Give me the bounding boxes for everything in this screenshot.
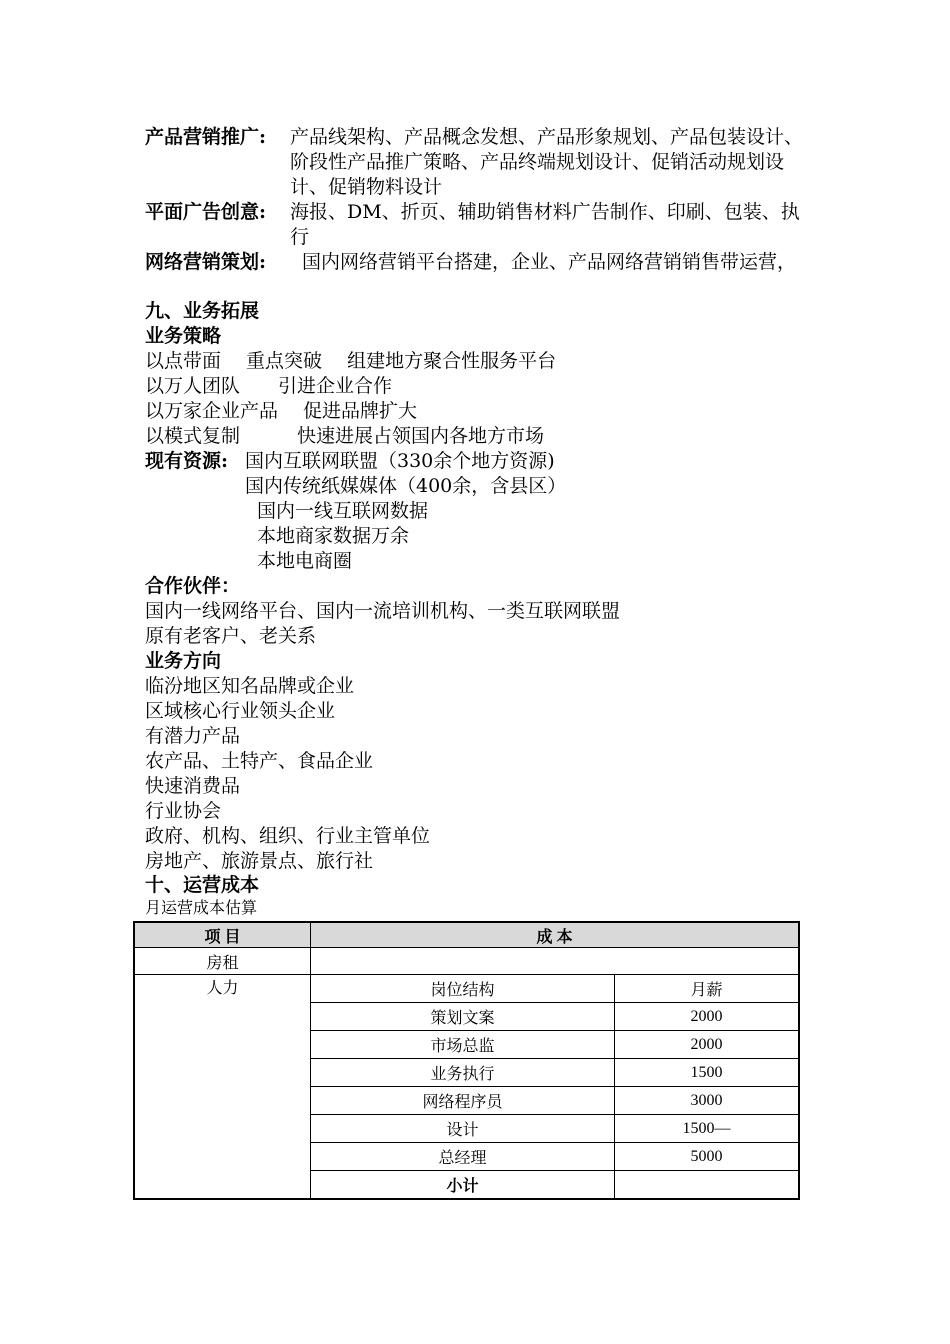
strategy-item: 以模式复制 快速进展占领国内各地方市场 [145,425,545,447]
subtotal-value-cell [614,1171,799,1200]
column-header-cost: 成 本 [310,922,799,948]
cost-table [133,921,800,1200]
table-caption: 月运营成本估算 [145,898,258,917]
service-label: 平面广告创意: [145,201,267,223]
subheader-position: 岗位结构 [310,975,614,1003]
direction-item: 临汾地区知名品牌或企业 [145,675,355,697]
resource-item: 本地电商圈 [257,550,353,572]
table-row-rent [134,948,799,975]
row-label-rent: 房租 [134,948,310,975]
position-cell: 业务执行 [310,1059,614,1087]
row-label-labor: 人力 [134,975,310,1200]
direction-item: 快速消费品 [145,775,241,797]
direction-item: 农产品、土特产、食品企业 [145,750,374,772]
strategy-heading: 业务策略 [145,325,222,347]
service-description: 国内网络营销平台搭建，企业、产品网络营销销售带运营， [302,251,797,273]
subheader-salary: 月薪 [614,975,799,1003]
partner-item: 国内一线网络平台、国内一流培训机构、一类互联网联盟 [145,600,621,622]
resource-item: 本地商家数据万余 [257,525,410,547]
service-description: 海报、DM、折页、辅助销售材料广告制作、印刷、包装、执行 [290,201,800,248]
partner-item: 原有老客户、老关系 [145,625,317,647]
salary-cell: 1500— [614,1115,799,1143]
section-title: 九、业务拓展 [145,300,260,322]
position-cell: 设计 [310,1115,614,1143]
direction-item: 有潜力产品 [145,725,241,747]
resource-item: 国内传统纸媒媒体（400余，含县区） [245,475,567,497]
direction-item: 行业协会 [145,800,222,822]
service-label: 网络营销策划: [145,251,267,273]
rent-value-cell [310,948,799,975]
position-cell: 总经理 [310,1143,614,1171]
position-cell: 策划文案 [310,1003,614,1031]
service-label: 产品营销推广: [145,126,267,148]
strategy-item: 以点带面 重点突破 组建地方聚合性服务平台 [145,350,557,372]
strategy-item: 以万人团队 引进企业合作 [145,375,393,397]
subtotal-label: 小计 [310,1171,614,1200]
strategy-item: 以万家企业产品 促进品牌扩大 [145,400,418,422]
table-bottom-rule [133,1199,800,1200]
section-title: 十、运营成本 [145,874,260,896]
direction-heading: 业务方向 [145,650,222,672]
direction-item: 政府、机构、组织、行业主管单位 [145,825,431,847]
direction-item: 房地产、旅游景点、旅行社 [145,850,374,872]
service-description: 产品线架构、产品概念发想、产品形象规划、产品包装设计、阶段性产品推广策略、产品终端规划设计、促销活动规划设计、促销物料设计 [290,126,804,198]
resource-item: 国内互联网联盟（330余个地方资源) [245,450,555,472]
salary-cell: 5000 [614,1143,799,1171]
salary-cell: 1500 [614,1059,799,1087]
table-header-row [134,922,799,948]
direction-item: 区域核心行业领头企业 [145,700,336,722]
resources-label: 现有资源: [145,450,229,472]
table-row [134,975,799,1003]
salary-cell: 2000 [614,1031,799,1059]
salary-cell: 3000 [614,1087,799,1115]
resource-item: 国内一线互联网数据 [257,500,429,522]
position-cell: 网络程序员 [310,1087,614,1115]
partners-heading: 合作伙伴： [145,575,241,597]
position-cell: 市场总监 [310,1031,614,1059]
column-header-item: 项 目 [134,922,310,948]
salary-cell: 2000 [614,1003,799,1031]
